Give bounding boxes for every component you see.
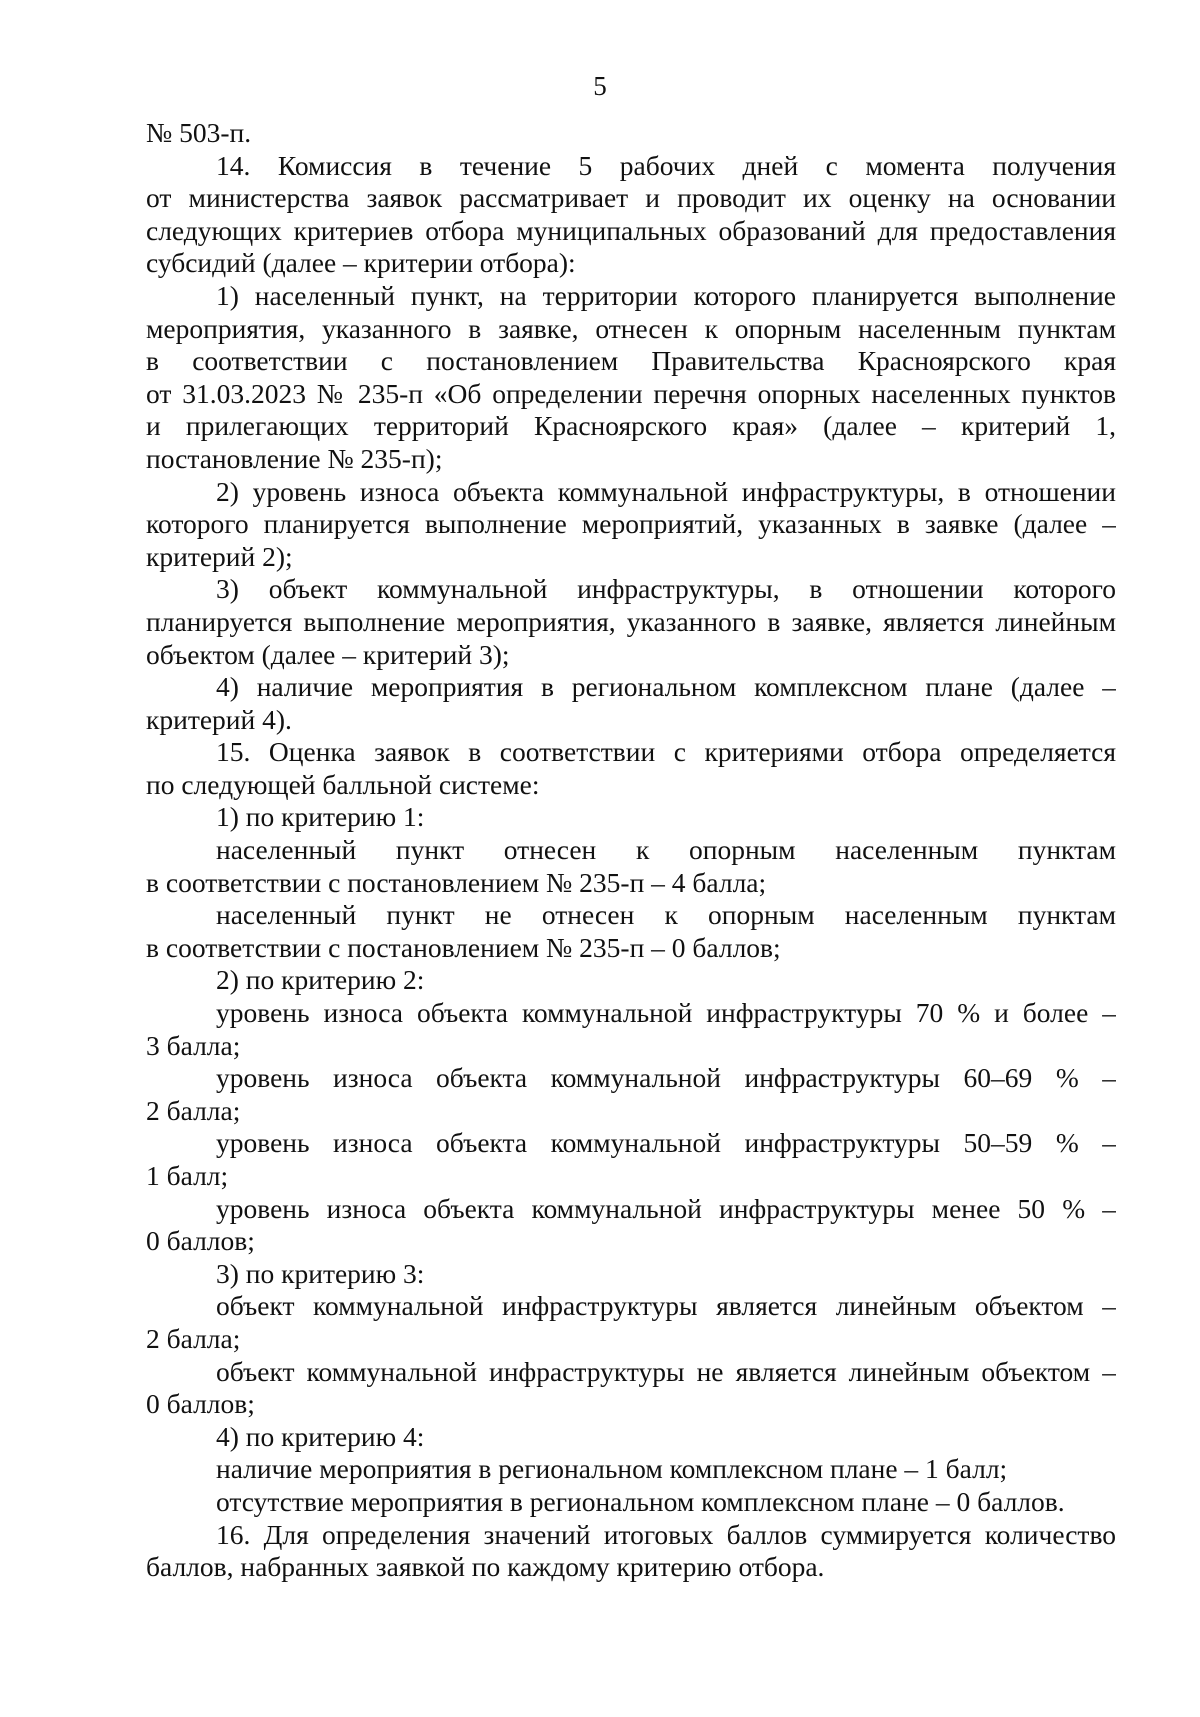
text-line: от 31.03.2023 № 235-п «Об определении перечня опорных населенных пунктов — [146, 377, 1116, 409]
text-line: № 503-п. — [146, 117, 252, 148]
text-line: 15. Оценка заявок в соответствии с критериями отбора определяется — [216, 736, 1116, 768]
text-line: критерий 4). — [146, 703, 292, 735]
text-line: 0 баллов; — [146, 1388, 255, 1420]
text-line: 1) населенный пункт, на территории которого планируется выполнение — [216, 279, 1116, 311]
text-line: субсидий (далее – критерии отбора): — [146, 247, 576, 279]
text-line: отсутствие мероприятия в региональном комплексном плане – 0 баллов. — [216, 1485, 1065, 1517]
text-line: населенный пункт отнесен к опорным населенным пунктам — [216, 834, 1116, 866]
text-line: в соответствии с постановлением Правительства Красноярского края — [146, 345, 1116, 377]
text-line: 2 балла; — [146, 1322, 241, 1354]
text-line: по следующей балльной системе: — [146, 768, 540, 800]
text-line: 2) по критерию 2: — [216, 964, 425, 996]
text-line: 3 балла; — [146, 1029, 241, 1061]
text-line: 2 балла; — [146, 1094, 241, 1126]
text-line: следующих критериев отбора муниципальных образований для предоставления — [146, 214, 1116, 246]
text-line: наличие мероприятия в региональном комплексном плане – 1 балл; — [216, 1453, 1008, 1485]
text-line: которого планируется выполнение мероприятий, указанных в заявке (далее – — [146, 508, 1116, 540]
text-line: планируется выполнение мероприятия, указанного в заявке, является линейным — [146, 605, 1116, 637]
text-line: в соответствии с постановлением № 235-п – 4 балла; — [146, 866, 767, 898]
text-line: объектом (далее – критерий 3); — [146, 638, 510, 670]
text-line: 4) по критерию 4: — [216, 1420, 425, 1452]
text-line: 2) уровень износа объекта коммунальной инфраструктуры, в отношении — [216, 475, 1116, 507]
page-number: 5 — [593, 71, 607, 101]
text-line: уровень износа объекта коммунальной инфраструктуры 60–69 % – — [216, 1062, 1116, 1094]
text-line: 14. Комиссия в течение 5 рабочих дней с момента получения — [216, 149, 1116, 181]
text-line: объект коммунальной инфраструктуры является линейным объектом – — [216, 1290, 1116, 1322]
text-line: населенный пункт не отнесен к опорным населенным пунктам — [216, 899, 1116, 931]
text-line: в соответствии с постановлением № 235-п – 0 баллов; — [146, 931, 781, 963]
text-line: 4) наличие мероприятия в региональном комплексном плане (далее – — [216, 671, 1116, 703]
text-line: критерий 2); — [146, 540, 293, 572]
text-line: уровень износа объекта коммунальной инфраструктуры 50–59 % – — [216, 1127, 1116, 1159]
text-line: 1 балл; — [146, 1160, 229, 1191]
text-line: 1) по критерию 1: — [216, 801, 425, 833]
text-line: уровень износа объекта коммунальной инфраструктуры менее 50 % – — [216, 1192, 1116, 1224]
text-line: 3) по критерию 3: — [216, 1257, 425, 1289]
text-line: и прилегающих территорий Красноярского края» (далее – критерий 1, — [146, 410, 1116, 442]
text-line: уровень износа объекта коммунальной инфраструктуры 70 % и более – — [216, 997, 1116, 1029]
text-line: мероприятия, указанного в заявке, отнесен к опорным населенным пунктам — [146, 312, 1116, 344]
text-line: постановление № 235-п); — [146, 442, 443, 474]
text-line: от министерства заявок рассматривает и проводит их оценку на основании — [146, 182, 1116, 214]
text-line: 3) объект коммунальной инфраструктуры, в отношении которого — [216, 573, 1116, 605]
text-line: 16. Для определения значений итоговых баллов суммируется количество — [216, 1518, 1116, 1550]
text-line: объект коммунальной инфраструктуры не является линейным объектом – — [216, 1355, 1116, 1387]
text-line: баллов, набранных заявкой по каждому критерию отбора. — [146, 1551, 825, 1583]
document-body — [146, 117, 1116, 1584]
text-line: 0 баллов; — [146, 1225, 255, 1257]
